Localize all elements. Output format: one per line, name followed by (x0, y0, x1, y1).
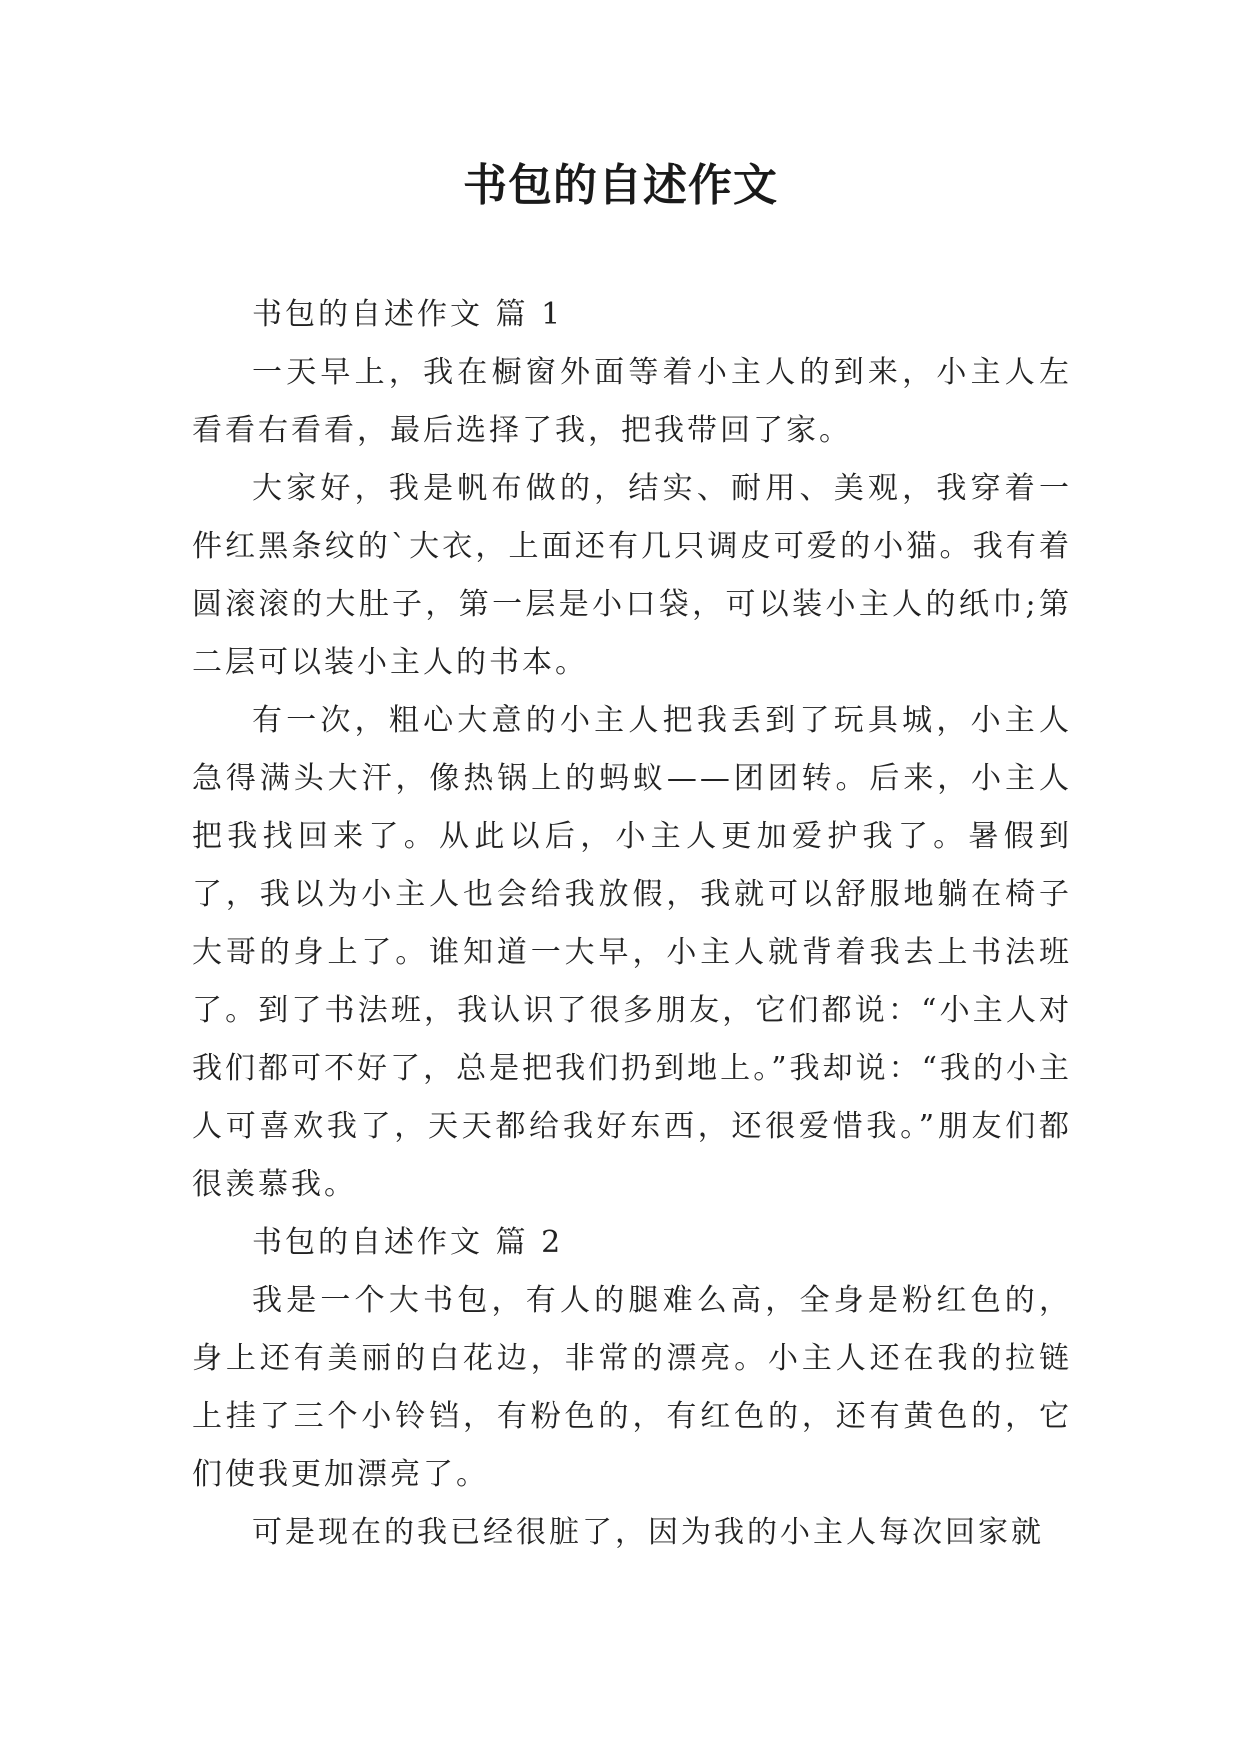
paragraph-3: 有一次，粗心大意的小主人把我丢到了玩具城，小主人急得满头大汗，像热锅上的蚂蚁——团团转。后来，小主人把我找回来了。从此以后，小主人更加爱护我了。暑假到了，我以为小主人也会给我放假，我就可以舒服地躺在椅子大哥的身上了。谁知道一大早，小主人就背着我去上书法班了。到了书法班，我认识了很多朋友，它们都说：“小主人对我们都可不好了，总是把我们扔到地上。”我却说：“我的小主人可喜欢我了，天天都给我好东西，还很爱惜我。”朋友们都很羡慕我。 (192, 703, 1072, 1202)
paragraph-1: 一天早上，我在橱窗外面等着小主人的到来，小主人左看看右看看，最后选择了我，把我带回了家。 (192, 355, 1072, 448)
document-body (192, 286, 1072, 1562)
paragraph-5: 可是现在的我已经很脏了，因为我的小主人每次回家就 (252, 1515, 1044, 1550)
paragraph-4: 我是一个大书包，有人的腿难么高，全身是粉红色的，身上还有美丽的白花边，非常的漂亮。小主人还在我的拉链上挂了三个小铃铛，有粉色的，有红色的，还有黄色的，它们使我更加漂亮了。 (192, 1283, 1072, 1492)
section-heading-2: 书包的自述作文 篇 2 (252, 1225, 564, 1260)
section-heading-1: 书包的自述作文 篇 1 (252, 297, 564, 332)
document-title: 书包的自述作文 (463, 160, 778, 211)
paragraph-2: 大家好，我是帆布做的，结实、耐用、美观，我穿着一件红黑条纹的`大衣，上面还有几只调皮可爱的小猫。我有着圆滚滚的大肚子，第一层是小口袋，可以装小主人的纸巾;第二层可以装小主人的书本。 (192, 471, 1072, 680)
